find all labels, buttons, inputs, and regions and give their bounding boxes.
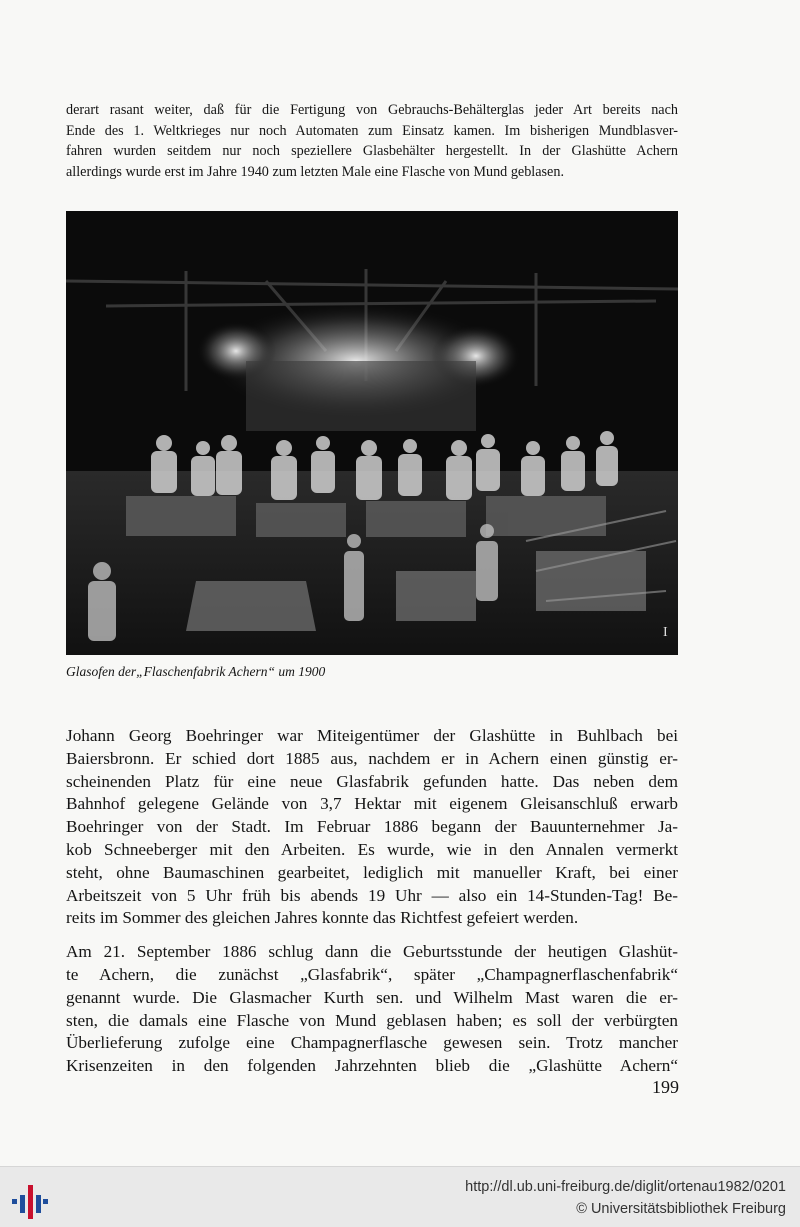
text-line: Krisenzeiten in den folgenden Jahrzehnten blieb die „Glashütte Achern“: [66, 1056, 678, 1076]
photo-caption: Glasofen der„Flaschenfabrik Achern“ um 1900: [66, 664, 326, 679]
library-logo-icon: [10, 1181, 50, 1221]
intro-line: derart rasant weiter, daß für die Fertigung von Gebrauchs-Behälterglas jeder Art bereits nach: [66, 102, 678, 118]
text-line: Boehringer von der Stadt. Im Februar 1886 begann der Bauunternehmer Ja-: [66, 817, 678, 837]
text-line: Bahnhof gelegene Gelände von 3,7 Hektar mit eigenem Gleisanschluß erwarb: [66, 794, 678, 814]
text-line: kob Schneeberger mit den Arbeiten. Es wurde, wie in den Annalen vermerkt: [66, 839, 678, 859]
text-line: steht, ohne Baumaschinen gearbeitet, lediglich mit manueller Kraft, bei einer: [66, 862, 678, 882]
intro-line: allerdings wurde erst im Jahre 1940 zum letzten Male eine Flasche von Mund geblasen.: [66, 163, 564, 180]
copyright-notice: © Universitätsbibliothek Freiburg: [576, 1201, 786, 1217]
permalink-link[interactable]: http://dl.ub.uni-freiburg.de/diglit/ortenau1982/0201: [465, 1179, 786, 1195]
text-line: reits im Sommer des gleichen Jahres konnte das Richtfest gefeiert werden.: [66, 908, 579, 928]
text-line: genannt wurde. Die Glasmacher Kurth sen. und Wilhelm Mast waren die er-: [66, 987, 678, 1007]
text-line: scheinenden Platz für eine neue Glasfabrik gefunden hatte. Das neben dem: [66, 771, 678, 791]
text-line: Johann Georg Boehringer war Miteigentümer der Glashütte in Buhlbach bei: [66, 726, 678, 745]
text-line: Am 21. September 1886 schlug dann die Geburtsstunde der heutigen Glashüt-: [66, 942, 678, 962]
page-number: 199: [652, 1077, 679, 1097]
intro-paragraph: [66, 100, 678, 182]
photo-corner-mark: I: [663, 625, 668, 640]
historical-photo: [66, 211, 678, 655]
paragraph-2: [66, 941, 678, 1078]
text-line: te Achern, die zunächst „Glasfabrik“, später „Champagnerflaschenfabrik“: [66, 964, 678, 984]
intro-line: Ende des 1. Weltkrieges nur noch Automaten zum Einsatz kamen. Im bisherigen Mundblasver-: [66, 122, 678, 139]
text-line: sten, die damals eine Flasche von Mund geblasen haben; es soll der verbürgten: [66, 1010, 678, 1030]
text-line: Arbeitszeit von 5 Uhr früh bis abends 19 Uhr — also ein 14-Stunden-Tag! Be-: [66, 885, 678, 905]
body-text: [66, 725, 678, 1089]
viewer-footer: [0, 1166, 800, 1227]
text-line: Überlieferung zufolge eine Champagnerflasche gewesen sein. Trotz mancher: [66, 1033, 678, 1053]
glass-furnace-photo: [66, 211, 678, 655]
text-line: Baiersbronn. Er schied dort 1885 aus, nachdem er in Achern einen günstig er-: [66, 748, 678, 768]
intro-line: fahren wurden seitdem nur noch speziellere Glasbehälter hergestellt. In der Glashütte Achern: [66, 143, 678, 159]
paragraph-1: [66, 725, 678, 930]
